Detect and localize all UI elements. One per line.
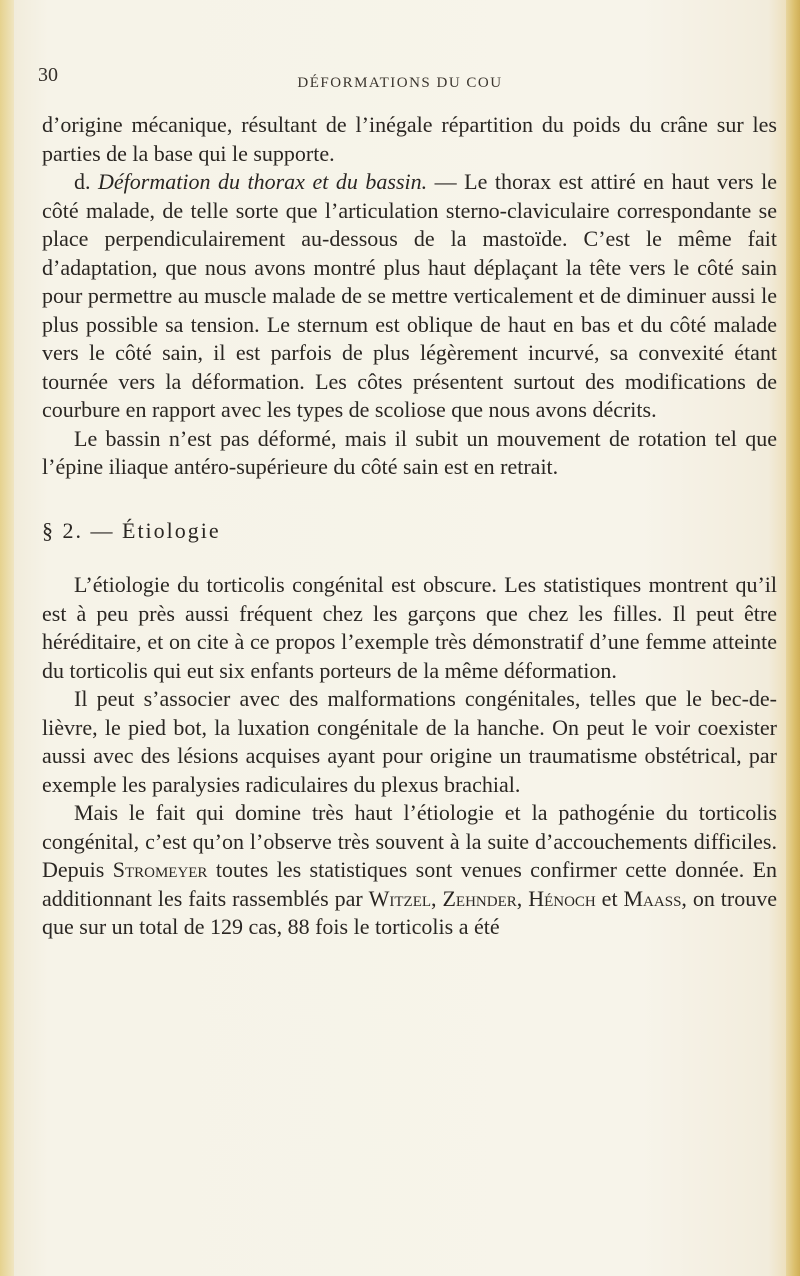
running-head: DÉFORMATIONS DU COU (297, 75, 503, 91)
paragraph-continuation: d’origine mécanique, résultant de l’inégale répartition du poids du crâne sur les parties de la base qui le supporte. (42, 112, 777, 166)
subsection-title: Déformation du thorax et du bassin. (98, 169, 428, 194)
paragraph-etiologie: L’étiologie du torticolis congénital est obscure. Les statistiques montrent qu’il est à peu près aussi fréquent chez les garçons que chez les filles. Il peut être héréditaire, et on cite à ce propos l’exemple très démonstratif d’une femme atteinte du torticolis qui eut six enfants porteurs de la même déformation. (42, 572, 777, 683)
page-number: 30 (38, 64, 58, 86)
text-run: , (516, 885, 529, 911)
section-heading: § 2. — Étiologie (42, 517, 221, 543)
page-right-edge (786, 0, 800, 1276)
text-run: et (595, 885, 624, 911)
author-name: Hénoch (528, 885, 596, 911)
page-left-edge (0, 0, 14, 1276)
paragraph-thorax-text: — Le thorax est attiré en haut vers le côté malade, de telle sorte que l’articulation sterno-claviculaire correspondante se place perpendiculairement au-dessous de la mastoïde. C’est le même fait d’adaptation, que nous avons montré plus haut déplaçant la tête vers le côté sain pour permettre au muscle malade de se mettre verticalement et de diminuer aussi le plus possible sa tension. Le sternum est oblique de haut en bas et du côté malade vers le côté sain, il est parfois de plus légèrement incurvé, sa convexité étant tournée vers la déformation. Les côtes présentent surtout des modifications de courbure en rapport avec les types de scoliose que nous avons décrits. (42, 169, 778, 422)
author-name: Stromeyer (112, 857, 208, 882)
paragraph-thorax (42, 168, 777, 425)
text-run: toutes les statistiques sont venues confirmer cette donnée. En additionnant les faits rassemblés par (42, 857, 778, 911)
text-run: Mais le fait qui domine très haut l’étiologie et la pathogénie du torticolis congénital, c’est qu’on l’observe très souvent à la suite d’accouchements difficiles. Depuis (42, 800, 777, 882)
author-name: Witzel (368, 885, 432, 911)
subsection-label: d. (74, 169, 91, 194)
paragraph-accouchements (42, 799, 777, 942)
author-name: Zehnder (442, 885, 517, 911)
author-name: Maass (623, 885, 682, 911)
body-text (42, 111, 777, 942)
paragraph-bassin: Le bassin n’est pas déformé, mais il subit un mouvement de rotation tel que l’épine iliaque antéro-supérieure du côté sain est en retrait. (42, 425, 777, 479)
text-run: , (431, 885, 443, 911)
paragraph-malformations: Il peut s’associer avec des malformations congénitales, telles que le bec-de-lièvre, le pied bot, la luxation congénitale de la hanche. On peut le voir coexister aussi avec des lésions acquises ayant pour origine un traumatisme obstétrical, par exemple les paralysies radiculaires du plexus brachial. (42, 686, 777, 797)
text-run: , on trouve que sur un total de 129 cas, 88 fois le torticolis a été (42, 885, 777, 939)
